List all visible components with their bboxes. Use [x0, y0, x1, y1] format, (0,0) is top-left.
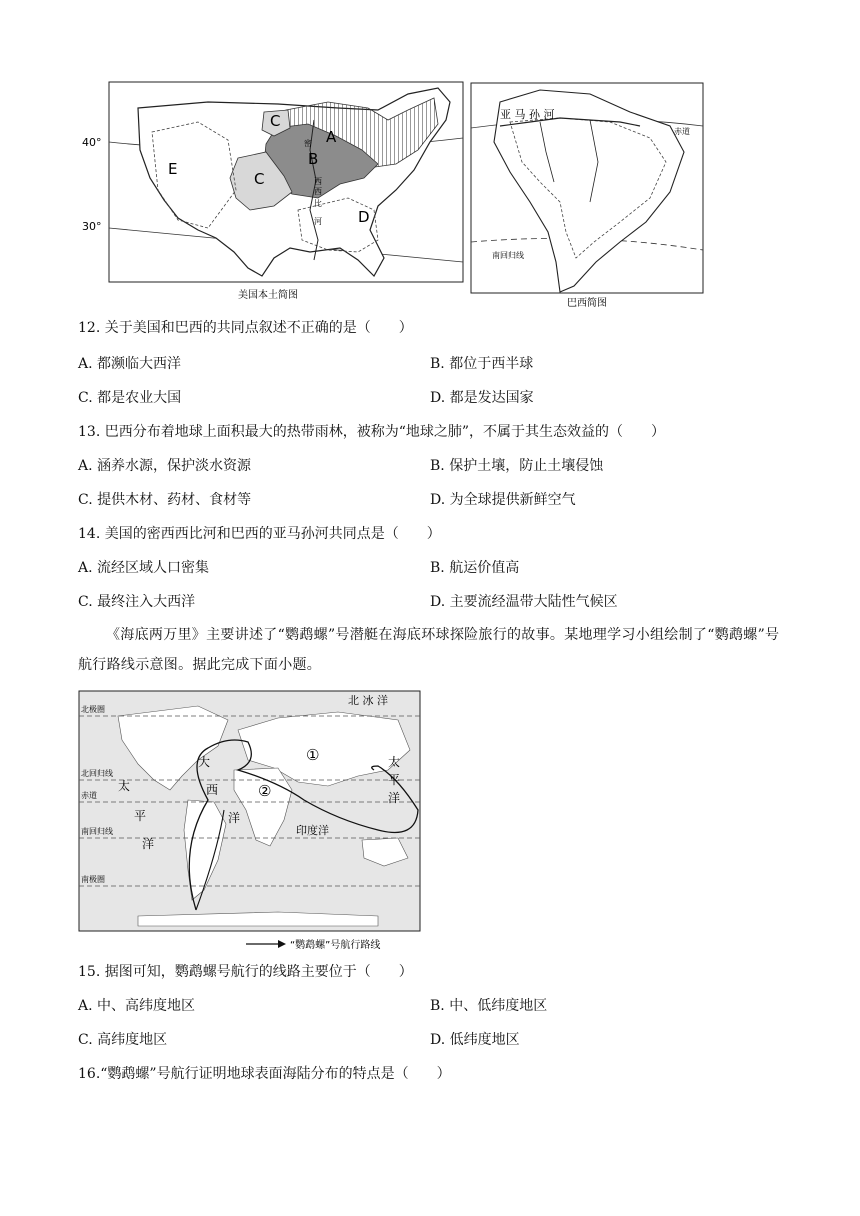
river-char: 西 — [314, 177, 322, 186]
usa-label-d: D — [358, 208, 370, 226]
question-number: 12. — [78, 320, 101, 336]
lat-30-label: 30° — [82, 220, 102, 233]
q13-option-d[interactable]: D. 为全球提供新鲜空气 — [430, 492, 576, 508]
q15-option-a[interactable]: A. 中、高纬度地区 — [78, 998, 196, 1014]
question-12-stem — [78, 318, 413, 338]
arctic-ocean-label: 北 冰 洋 — [348, 694, 388, 707]
river-char: 密 — [304, 139, 312, 148]
question-number: 16. — [78, 1066, 101, 1082]
question-text: 关于美国和巴西的共同点叙述不正确的是（ ） — [104, 320, 413, 336]
river-char: 河 — [314, 217, 322, 226]
voyage-map — [78, 690, 428, 952]
q12-option-a[interactable]: A. 都濒临大西洋 — [78, 356, 182, 372]
question-text: 据图可知，鹦鹉螺号航行的线路主要位于（ ） — [104, 964, 413, 980]
q12-option-d[interactable]: D. 都是发达国家 — [430, 390, 534, 406]
usa-label-b: B — [308, 150, 319, 168]
reading-passage: 《海底两万里》主要讲述了“鹦鹉螺”号潜艇在海底环球探险旅行的故事。某地理学习小组绘制了“鹦鹉螺”号航行路线示意图。据此完成下面小题。 — [78, 627, 780, 673]
question-number: 15. — [78, 964, 101, 980]
river-char: 比 — [314, 199, 322, 208]
question-text: 巴西分布着地球上面积最大的热带雨林，被称为“地球之肺”，不属于其生态效益的（ ） — [104, 424, 666, 440]
q14-option-d[interactable]: D. 主要流经温带大陆性气候区 — [430, 594, 618, 610]
question-13-stem — [78, 422, 665, 442]
q14-option-b[interactable]: B. 航运价值高 — [430, 560, 520, 576]
question-number: 13. — [78, 424, 101, 440]
question-text: 美国的密西西比河和巴西的亚马孙河共同点是（ ） — [104, 526, 441, 542]
pacific-west-char: 平 — [134, 809, 147, 823]
q15-option-b[interactable]: B. 中、低纬度地区 — [430, 998, 548, 1014]
indian-ocean-label: 印度洋 — [296, 824, 329, 837]
q14-option-c[interactable]: C. 最终注入大西洋 — [78, 594, 196, 610]
pacific-east-char: 太 — [388, 755, 401, 769]
usa-map-graphic — [78, 80, 468, 310]
marker-1: ① — [306, 746, 320, 764]
voyage-map-graphic — [78, 690, 428, 952]
pacific-east-char: 平 — [388, 773, 401, 787]
q13-option-c[interactable]: C. 提供木材、药材、食材等 — [78, 492, 252, 508]
brazil-map — [470, 82, 705, 310]
tropic-capricorn-label: 南回归线 — [81, 827, 113, 836]
q13-option-a[interactable]: A. 涵养水源，保护淡水资源 — [78, 458, 252, 474]
q12-option-c[interactable]: C. 都是农业大国 — [78, 390, 182, 406]
river-char: 西 — [314, 187, 322, 196]
usa-label-e: E — [168, 160, 178, 178]
usa-map-caption: 美国本土简图 — [238, 290, 298, 301]
usa-map — [78, 80, 468, 310]
question-15-stem — [78, 962, 413, 982]
question-14-stem — [78, 524, 441, 544]
arctic-circle-label: 北极圈 — [81, 705, 105, 714]
antarctic-circle-label: 南极圈 — [81, 875, 105, 884]
tropic-label: 南回归线 — [492, 251, 524, 260]
tropic-cancer-label: 北回归线 — [81, 769, 113, 778]
question-16-stem — [78, 1064, 451, 1084]
atlantic-char: 大 — [198, 755, 211, 769]
pacific-west-char: 洋 — [142, 837, 155, 851]
brazil-map-caption: 巴西简图 — [567, 298, 607, 309]
question-text: “鹦鹉螺”号航行证明地球表面海陆分布的特点是（ ） — [100, 1066, 451, 1082]
q13-option-b[interactable]: B. 保护土壤，防止土壤侵蚀 — [430, 458, 604, 474]
brazil-map-graphic — [470, 82, 705, 310]
q12-option-b[interactable]: B. 都位于西半球 — [430, 356, 534, 372]
lat-40-label: 40° — [82, 136, 102, 149]
atlantic-char: 洋 — [228, 811, 241, 825]
usa-label-a: A — [326, 128, 337, 146]
usa-label-c2: C — [254, 170, 265, 188]
usa-label-c1: C — [270, 112, 281, 130]
voyage-legend: “鹦鹉螺”号航行路线 — [290, 940, 381, 951]
amazon-label: 亚 马 孙 河 — [500, 108, 555, 121]
atlantic-char: 西 — [206, 783, 219, 797]
equator-label: 赤道 — [81, 791, 97, 800]
pacific-west-char: 太 — [118, 779, 131, 793]
marker-2: ② — [258, 782, 272, 800]
question-number: 14. — [78, 526, 101, 542]
q14-option-a[interactable]: A. 流经区域人口密集 — [78, 560, 210, 576]
pacific-east-char: 洋 — [388, 791, 401, 805]
q15-option-c[interactable]: C. 高纬度地区 — [78, 1032, 168, 1048]
equator-label: 赤道 — [674, 127, 690, 136]
q15-option-d[interactable]: D. 低纬度地区 — [430, 1032, 520, 1048]
